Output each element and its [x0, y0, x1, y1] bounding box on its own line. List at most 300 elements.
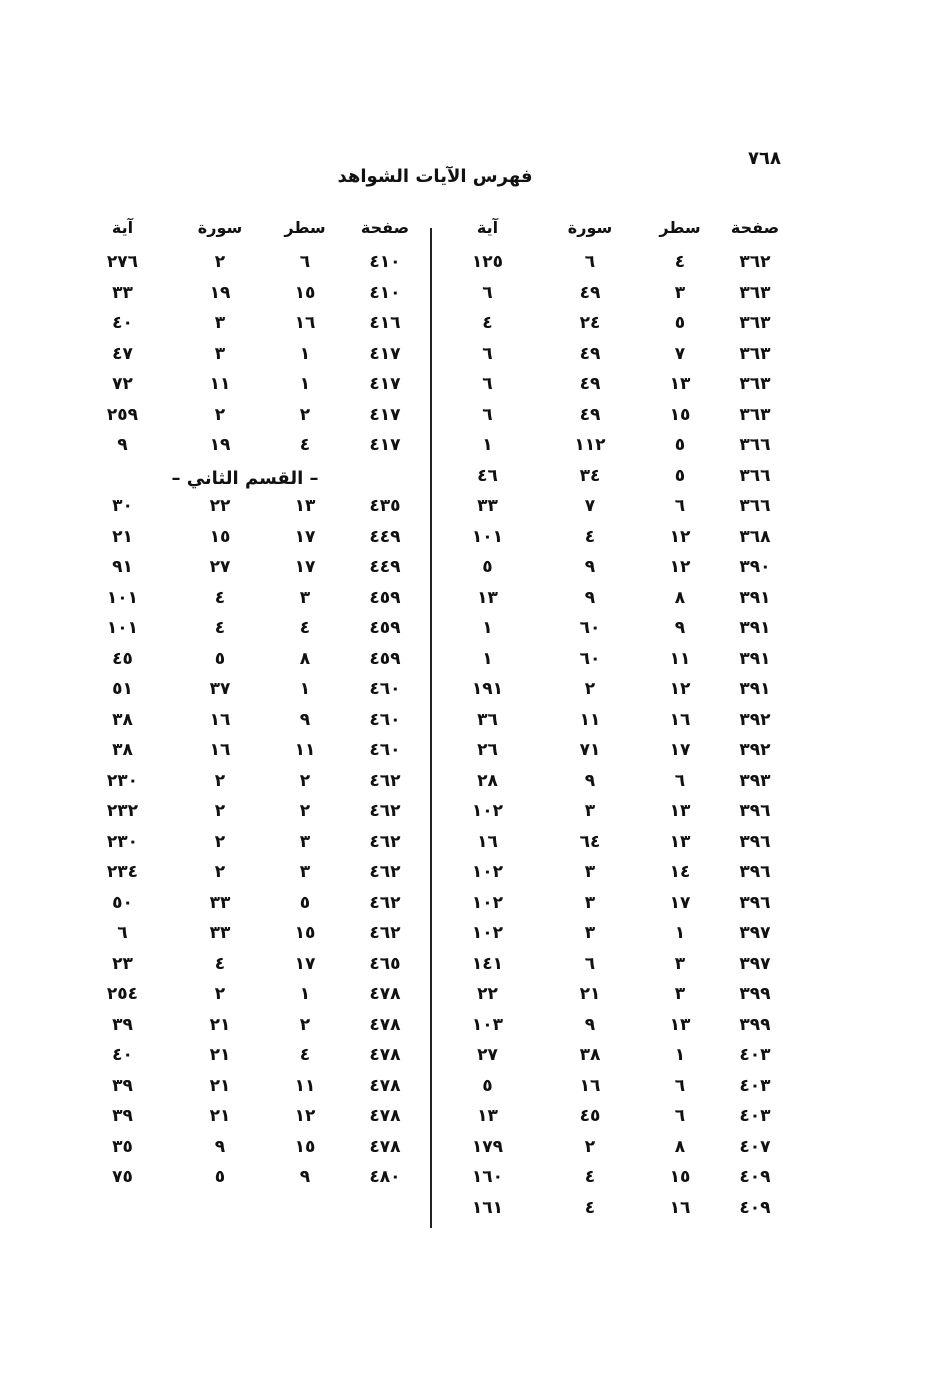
aya-cell: ١٩١: [471, 679, 504, 699]
line-cell: ٦: [674, 496, 686, 516]
aya-cell: ٦: [482, 343, 493, 364]
table-row: [80, 1106, 425, 1137]
line-cell: ١٥: [669, 404, 691, 425]
page-cell: ٣٩٢: [739, 740, 771, 760]
left-index-table: [80, 218, 425, 1198]
surah-cell: ١٦: [209, 709, 231, 730]
table-row: [80, 1167, 425, 1198]
aya-cell: ٣٣: [477, 496, 498, 516]
page-cell: ٤٦٠: [369, 679, 401, 699]
surah-cell: ٢١: [209, 1014, 231, 1035]
aya-cell: ٢٣٠: [106, 770, 139, 791]
line-cell: ١١: [294, 1075, 316, 1096]
surah-cell: ٢: [214, 252, 226, 272]
table-row: [440, 496, 800, 527]
line-cell: ٩: [299, 1167, 311, 1187]
table-row: [80, 1015, 425, 1046]
aya-cell: ٣٦: [477, 709, 498, 730]
aya-cell: ١: [482, 648, 493, 669]
surah-cell: ٦٠: [579, 648, 601, 669]
left-rows-top: [80, 252, 425, 466]
table-row: [440, 923, 800, 954]
line-cell: ٢: [299, 770, 311, 791]
line-cell: ١: [674, 923, 686, 943]
page-cell: ٣٦٣: [739, 374, 771, 394]
aya-cell: ٣٩: [112, 1014, 133, 1035]
line-cell: ١: [674, 1045, 686, 1065]
aya-cell: ١٠١: [106, 618, 139, 638]
page-cell: ٤٦٢: [369, 892, 401, 913]
aya-cell: ٣٩: [112, 1106, 133, 1126]
table-row: [440, 740, 800, 771]
line-cell: ١٥: [294, 282, 316, 303]
surah-cell: ٢٧: [209, 557, 231, 577]
surah-cell: ٢: [214, 984, 226, 1004]
surah-cell: ٧: [584, 496, 596, 516]
table-row: [80, 374, 425, 405]
table-row: [80, 435, 425, 466]
aya-cell: ٦: [482, 282, 493, 303]
line-cell: ٣: [299, 831, 311, 852]
table-row: [440, 1137, 800, 1168]
table-row: [440, 466, 800, 497]
table-row: [80, 527, 425, 558]
line-cell: ١: [299, 679, 311, 699]
surah-cell: ٣: [214, 313, 226, 333]
line-cell: ١٢: [669, 557, 691, 577]
aya-cell: ٢٧: [477, 1045, 498, 1065]
surah-cell: ٣٣: [209, 892, 231, 913]
surah-cell: ١١: [579, 709, 601, 730]
aya-cell: ٩١: [112, 557, 133, 577]
table-row: [80, 1137, 425, 1168]
aya-cell: ٦: [117, 923, 128, 943]
aya-cell: ٢٥٩: [106, 404, 139, 425]
page-cell: ٣٦٦: [739, 496, 771, 516]
page-cell: ٤٥٩: [369, 587, 401, 608]
table-row: [440, 801, 800, 832]
aya-cell: ١٦٠: [471, 1167, 504, 1187]
surah-cell: ٢١: [579, 984, 601, 1004]
aya-cell: ٢٣٤: [106, 862, 139, 882]
aya-cell: ٢٥٤: [106, 984, 139, 1004]
table-row: [440, 1106, 800, 1137]
surah-cell: ٣: [584, 862, 596, 882]
page-cell: ٤٦٢: [369, 923, 401, 943]
line-cell: ١٧: [669, 740, 691, 760]
page-cell: ٣٩٣: [739, 770, 771, 791]
line-cell: ١٦: [669, 709, 691, 730]
header-page: صفحة: [730, 218, 780, 237]
line-cell: ٩: [299, 709, 311, 730]
line-cell: ١١: [294, 740, 316, 760]
page-cell: ٤١٦: [369, 313, 401, 333]
aya-cell: ٣٨: [112, 740, 133, 760]
page-cell: ٣٦٣: [739, 343, 771, 364]
page-cell: ٣٩٦: [739, 831, 771, 852]
line-cell: ١: [299, 343, 311, 364]
surah-cell: ٤: [214, 618, 226, 638]
page-cell: ٤١٧: [369, 404, 401, 425]
line-cell: ١١: [669, 648, 691, 669]
table-row: [440, 1015, 800, 1046]
line-cell: ١٥: [294, 923, 316, 943]
aya-cell: ٤٧: [112, 343, 133, 364]
line-cell: ١٧: [669, 892, 691, 913]
surah-cell: ٧١: [579, 740, 601, 760]
page-cell: ٣٦٦: [739, 435, 771, 455]
table-row: [80, 923, 425, 954]
page-cell: ٤٠٩: [739, 1197, 771, 1218]
page-cell: ٣٩٦: [739, 862, 771, 882]
table-row: [80, 710, 425, 741]
line-cell: ٣: [674, 953, 686, 974]
surah-cell: ٢١: [209, 1075, 231, 1096]
table-row: [80, 1045, 425, 1076]
aya-cell: ٣٩: [112, 1075, 133, 1096]
line-cell: ٤: [299, 1045, 311, 1065]
page-cell: ٤٥٩: [369, 648, 401, 669]
line-cell: ٥: [674, 465, 686, 486]
surah-cell: ٤٩: [579, 282, 601, 303]
surah-cell: ٥: [214, 1167, 226, 1187]
aya-cell: ١٧٩: [471, 1136, 504, 1157]
aya-cell: ١٤١: [471, 953, 504, 974]
table-row: [440, 435, 800, 466]
page-cell: ٣٦٢: [739, 252, 771, 272]
aya-cell: ٥١: [112, 679, 133, 699]
table-row: [440, 557, 800, 588]
surah-cell: ٣٨: [579, 1045, 601, 1065]
page-cell: ٤٠٧: [739, 1136, 771, 1157]
aya-cell: ٣٨: [112, 709, 133, 730]
surah-cell: ٤: [214, 953, 226, 974]
table-row: [440, 771, 800, 802]
aya-cell: ٢٦: [477, 740, 498, 760]
page-cell: ٤٧٨: [369, 1045, 401, 1065]
surah-cell: ١١: [209, 374, 231, 394]
surah-cell: ٢١: [209, 1106, 231, 1126]
table-row: [440, 649, 800, 680]
line-cell: ١٢: [669, 679, 691, 699]
table-row: [80, 984, 425, 1015]
table-row: [80, 832, 425, 863]
page-cell: ٣٩٧: [739, 923, 771, 943]
surah-cell: ٣: [584, 892, 596, 913]
line-cell: ١٢: [294, 1106, 316, 1126]
page-cell: ٣٩٦: [739, 892, 771, 913]
page-cell: ٣٩١: [739, 618, 771, 638]
table-row: [80, 649, 425, 680]
aya-cell: ٧٢: [112, 374, 133, 394]
line-cell: ٢: [299, 404, 311, 425]
table-row: [440, 1167, 800, 1198]
table-row: [80, 862, 425, 893]
table-row: [80, 557, 425, 588]
column-divider: [430, 228, 432, 1228]
table-row: [80, 740, 425, 771]
surah-cell: ٤٥: [579, 1106, 601, 1126]
line-cell: ٢: [299, 1014, 311, 1035]
aya-cell: ١: [482, 435, 493, 455]
surah-cell: ٩: [214, 1136, 226, 1157]
header-surah: سورة: [567, 218, 613, 237]
page-cell: ٣٦٦: [739, 465, 771, 486]
page-cell: ٣٩٧: [739, 953, 771, 974]
line-cell: ٣: [674, 984, 686, 1004]
header-surah: سورة: [197, 218, 243, 237]
page-cell: ٤٧٨: [369, 1106, 401, 1126]
page-cell: ٣٩١: [739, 587, 771, 608]
page-cell: ٤٦٢: [369, 801, 401, 821]
surah-cell: ٢٢: [209, 496, 231, 516]
page-cell: ٣٦٨: [739, 526, 771, 547]
line-cell: ٩: [674, 618, 686, 638]
page-cell: ٣٩٩: [739, 1014, 771, 1035]
header-aya: آية: [111, 218, 134, 237]
right-rows: [440, 252, 800, 1228]
aya-cell: ١٦١: [471, 1197, 504, 1218]
surah-cell: ٢: [584, 679, 596, 699]
page-cell: ٤٧٨: [369, 984, 401, 1004]
surah-cell: ٦: [584, 953, 596, 974]
table-row: [440, 283, 800, 314]
surah-cell: ٢: [214, 862, 226, 882]
aya-cell: ١٠٣: [471, 1014, 504, 1035]
page-cell: ٣٦٣: [739, 313, 771, 333]
aya-cell: ٥: [482, 1075, 493, 1096]
surah-cell: ٩: [584, 587, 596, 608]
line-cell: ١٣: [669, 374, 691, 394]
surah-cell: ٣: [214, 343, 226, 364]
page-cell: ٤١٠: [369, 282, 401, 303]
line-cell: ٣: [674, 282, 686, 303]
surah-cell: ١٦: [209, 740, 231, 760]
surah-cell: ٤: [584, 526, 596, 547]
page-title: فهرس الآيات الشواهد: [337, 166, 533, 187]
table-row: [80, 618, 425, 649]
table-row: [440, 954, 800, 985]
page-cell: ٤٦٥: [369, 953, 401, 974]
table-row: [440, 527, 800, 558]
section-heading-row: [80, 466, 425, 497]
aya-cell: ١٣: [477, 1106, 498, 1126]
section-heading: – القسم الثاني –: [171, 467, 319, 489]
table-row: [80, 679, 425, 710]
aya-cell: ٢٣٠: [106, 831, 139, 852]
page-cell: ٤١٧: [369, 435, 401, 455]
surah-cell: ٩: [584, 1014, 596, 1035]
page-cell: ٤٠٩: [739, 1167, 771, 1187]
line-cell: ٢: [299, 801, 311, 821]
aya-cell: ٩: [117, 435, 128, 455]
line-cell: ٤: [299, 435, 311, 455]
table-row: [80, 313, 425, 344]
line-cell: ٤: [299, 618, 311, 638]
aya-cell: ٥٠: [112, 892, 133, 913]
aya-cell: ٢٢: [477, 984, 498, 1004]
table-row: [440, 313, 800, 344]
aya-cell: ١٢٥: [471, 252, 504, 272]
page-cell: ٣٩٠: [739, 557, 771, 577]
aya-cell: ١٠١: [106, 587, 139, 608]
table-row: [440, 893, 800, 924]
line-cell: ١٣: [669, 1014, 691, 1035]
line-cell: ٦: [674, 1075, 686, 1096]
table-row: [440, 588, 800, 619]
page-cell: ٤٨٠: [369, 1167, 401, 1187]
surah-cell: ٩: [584, 557, 596, 577]
surah-cell: ٢: [584, 1136, 596, 1157]
right-index-table: [440, 218, 800, 1228]
surah-cell: ٢: [214, 770, 226, 791]
line-cell: ٦: [674, 1106, 686, 1126]
aya-cell: ٢٣٢: [106, 801, 139, 821]
aya-cell: ١: [482, 618, 493, 638]
surah-cell: ٢: [214, 404, 226, 425]
header-aya: آية: [476, 218, 499, 237]
page-cell: ٣٩٢: [739, 709, 771, 730]
page-cell: ٤٧٨: [369, 1075, 401, 1096]
line-cell: ١٧: [294, 557, 316, 577]
line-cell: ٦: [674, 770, 686, 791]
aya-cell: ٢٣: [112, 953, 133, 974]
aya-cell: ٣٣: [112, 282, 133, 303]
line-cell: ١٢: [669, 526, 691, 547]
aya-cell: ٤٠: [112, 1045, 133, 1065]
surah-cell: ٩: [584, 770, 596, 791]
line-cell: ١٧: [294, 953, 316, 974]
surah-cell: ٤: [214, 587, 226, 608]
table-row: [440, 710, 800, 741]
surah-cell: ٢: [214, 801, 226, 821]
surah-cell: ١٩: [209, 435, 231, 455]
aya-cell: ١٠١: [471, 526, 504, 547]
line-cell: ٧: [674, 343, 686, 364]
table-row: [80, 801, 425, 832]
line-cell: ٨: [299, 648, 311, 669]
header-line: سطر: [659, 218, 701, 237]
table-row: [440, 1045, 800, 1076]
aya-cell: ٢١: [112, 526, 133, 547]
table-row: [80, 771, 425, 802]
surah-cell: ٦٤: [579, 831, 601, 852]
page-cell: ٤٠٣: [739, 1106, 771, 1126]
surah-cell: ٢: [214, 831, 226, 852]
line-cell: ١: [299, 984, 311, 1004]
surah-cell: ٤٩: [579, 404, 601, 425]
page-cell: ٤٤٩: [369, 557, 401, 577]
surah-cell: ١٦: [579, 1075, 601, 1096]
surah-cell: ٤٩: [579, 343, 601, 364]
line-cell: ١: [299, 374, 311, 394]
line-cell: ١٥: [294, 1136, 316, 1157]
line-cell: ١٥: [669, 1167, 691, 1187]
surah-cell: ٣٧: [209, 679, 231, 699]
page-cell: ٤٦٠: [369, 740, 401, 760]
table-row: [80, 1076, 425, 1107]
surah-cell: ٣: [584, 923, 596, 943]
table-row: [80, 252, 425, 283]
table-row: [440, 252, 800, 283]
table-row: [80, 954, 425, 985]
aya-cell: ١٠٢: [471, 892, 504, 913]
page-cell: ٤٦٢: [369, 770, 401, 791]
line-cell: ١٣: [294, 496, 316, 516]
surah-cell: ٣٤: [579, 465, 601, 486]
aya-cell: ٤٥: [112, 648, 133, 669]
page-cell: ٣٩٩: [739, 984, 771, 1004]
header-page: صفحة: [360, 218, 410, 237]
table-row: [440, 618, 800, 649]
page-cell: ٤٠٣: [739, 1075, 771, 1096]
page-cell: ٤٦٢: [369, 862, 401, 882]
line-cell: ٣: [299, 587, 311, 608]
aya-cell: ٤٦: [477, 465, 498, 486]
surah-cell: ٣: [584, 801, 596, 821]
table-row: [80, 588, 425, 619]
line-cell: ٨: [674, 1136, 686, 1157]
page-cell: ٤٦٢: [369, 831, 401, 852]
line-cell: ٥: [674, 313, 686, 333]
header-line: سطر: [284, 218, 326, 237]
surah-cell: ٤: [584, 1197, 596, 1218]
table-row: [440, 832, 800, 863]
table-row: [80, 405, 425, 436]
page-cell: ٤١٧: [369, 343, 401, 364]
table-row: [80, 496, 425, 527]
table-row: [440, 984, 800, 1015]
aya-cell: ٧٥: [112, 1167, 133, 1187]
line-cell: ١٣: [669, 831, 691, 852]
table-row: [80, 283, 425, 314]
table-row: [440, 374, 800, 405]
aya-cell: ٢٧٦: [106, 252, 139, 272]
table-row: [440, 862, 800, 893]
surah-cell: ١٩: [209, 282, 231, 303]
line-cell: ٤: [674, 252, 686, 272]
line-cell: ٥: [674, 435, 686, 455]
surah-cell: ٦: [584, 252, 596, 272]
line-cell: ٣: [299, 862, 311, 882]
left-header-row: [80, 218, 425, 252]
page-cell: ٤٧٨: [369, 1014, 401, 1035]
table-row: [80, 893, 425, 924]
page-cell: ٣٦٣: [739, 282, 771, 303]
surah-cell: ٢١: [209, 1045, 231, 1065]
table-row: [440, 679, 800, 710]
table-row: [440, 405, 800, 436]
line-cell: ٨: [674, 587, 686, 608]
surah-cell: ١٥: [209, 526, 231, 547]
aya-cell: ١٠٢: [471, 923, 504, 943]
page-cell: ٣٩٦: [739, 801, 771, 821]
table-row: [440, 1076, 800, 1107]
left-rows-bottom: [80, 496, 425, 1198]
page-cell: ٤٧٨: [369, 1136, 401, 1157]
page-cell: ٤٠٣: [739, 1045, 771, 1065]
page-cell: ٤١٠: [369, 252, 401, 272]
aya-cell: ٣٥: [112, 1136, 133, 1157]
page-cell: ٤٤٩: [369, 526, 401, 547]
line-cell: ١٣: [669, 801, 691, 821]
surah-cell: ٢٤: [579, 313, 601, 333]
aya-cell: ١٠٢: [471, 862, 504, 882]
aya-cell: ١٠٢: [471, 801, 504, 821]
surah-cell: ١١٢: [574, 435, 606, 455]
surah-cell: ٤: [584, 1167, 596, 1187]
aya-cell: ٦: [482, 374, 493, 394]
